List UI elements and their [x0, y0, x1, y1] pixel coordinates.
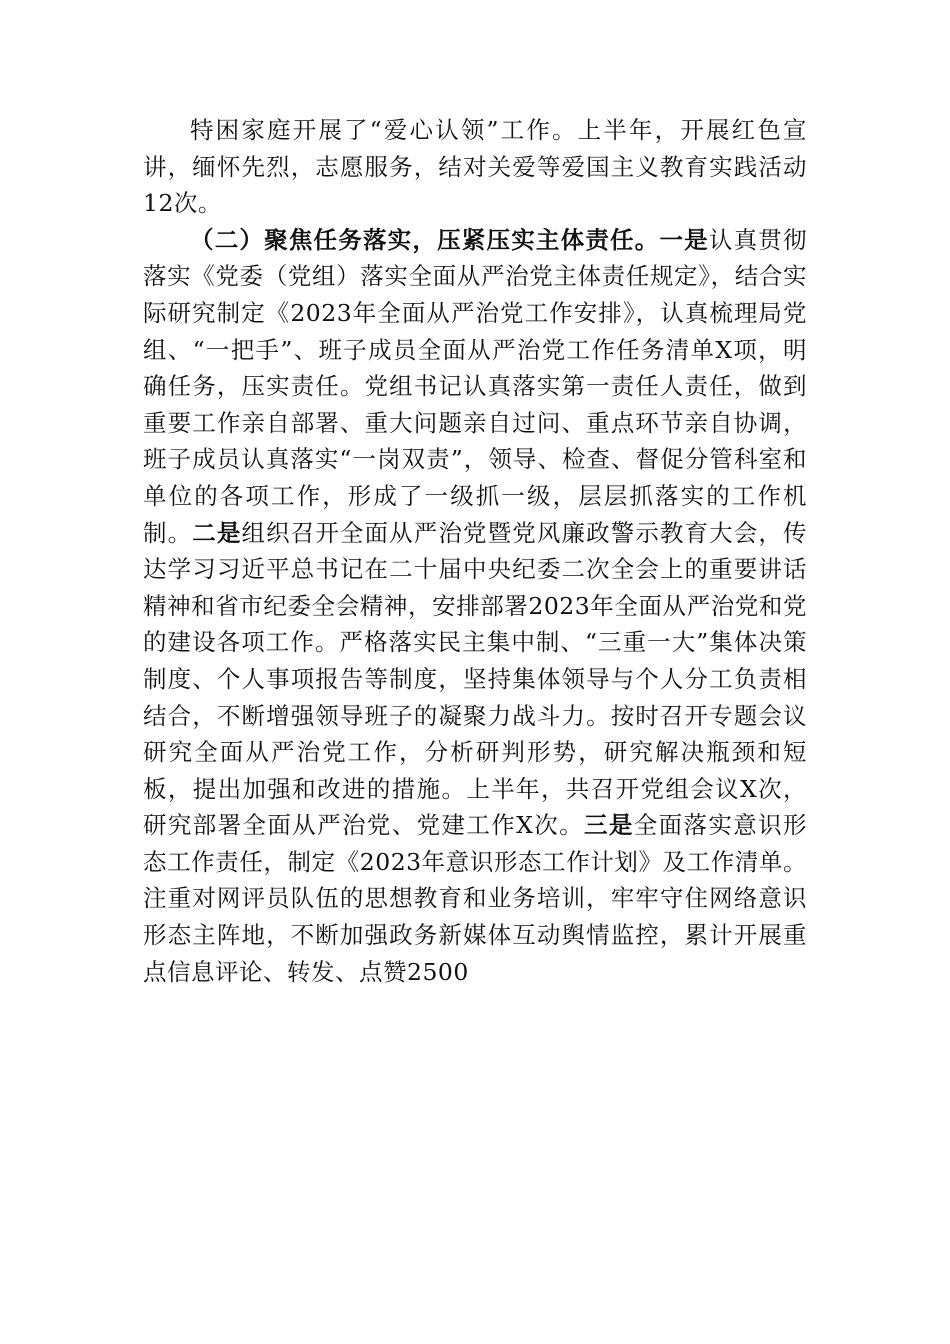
point-marker-one: 一是: [659, 225, 709, 254]
section-heading: （二）聚焦任务落实，压紧压实主体责任。: [190, 225, 660, 254]
paragraph-continuation: [143, 112, 807, 222]
point-marker-three: 三是: [584, 811, 634, 840]
paragraph-text: 特困家庭开展了“爱心认领”工作。上半年，开展红色宣讲，缅怀先烈，志愿服务，结对关爱等爱国主义教育实践活动12次。: [143, 116, 807, 218]
point-text-three: 全面落实意识形态工作责任，制定《2023年意识形态工作计划》及工作清单。注重对网评员队伍的思想教育和业务培训，牢牢守住网络意识形态主阵地，不断加强政务新媒体互动舆情监控，累计开展重点信息评论、转发、点赞2500: [143, 811, 808, 986]
point-marker-two: 二是: [192, 518, 242, 547]
point-text-one: 认真贯彻落实《党委（党组）落实全面从严治党主体责任规定》，结合实际研究制定《2023年全面从严治党工作安排》，认真梳理局党组、“一把手”、班子成员全面从严治党工作任务清单X项，明确任务，压实责任。党组书记认真落实第一责任人责任，做到重要工作亲自部署、重大问题亲自过问、重点环节亲自协调，班子成员认真落实“一岗双责”，领导、检查、督促分管科室和单位的各项工作，形成了一级抓一级，层层抓落实的工作机制。: [143, 225, 808, 547]
paragraph-section-two: [143, 222, 807, 990]
document-body: [143, 112, 807, 990]
point-text-two: 组织召开全面从严治党暨党风廉政警示教育大会，传达学习习近平总书记在二十届中央纪委二次全会上的重要讲话精神和省市纪委全会精神，安排部署2023年全面从严治党和党的建设各项工作。严格落实民主集中制、“三重一大”集体决策制度、个人事项报告等制度，坚持集体领导与个人分工负责相结合，不断增强领导班子的凝聚力战斗力。按时召开专题会议研究全面从严治党工作，分析研判形势，研究解决瓶颈和短板，提出加强和改进的措施。上半年，共召开党组会议X次，研究部署全面从严治党、党建工作X次。: [143, 518, 808, 840]
